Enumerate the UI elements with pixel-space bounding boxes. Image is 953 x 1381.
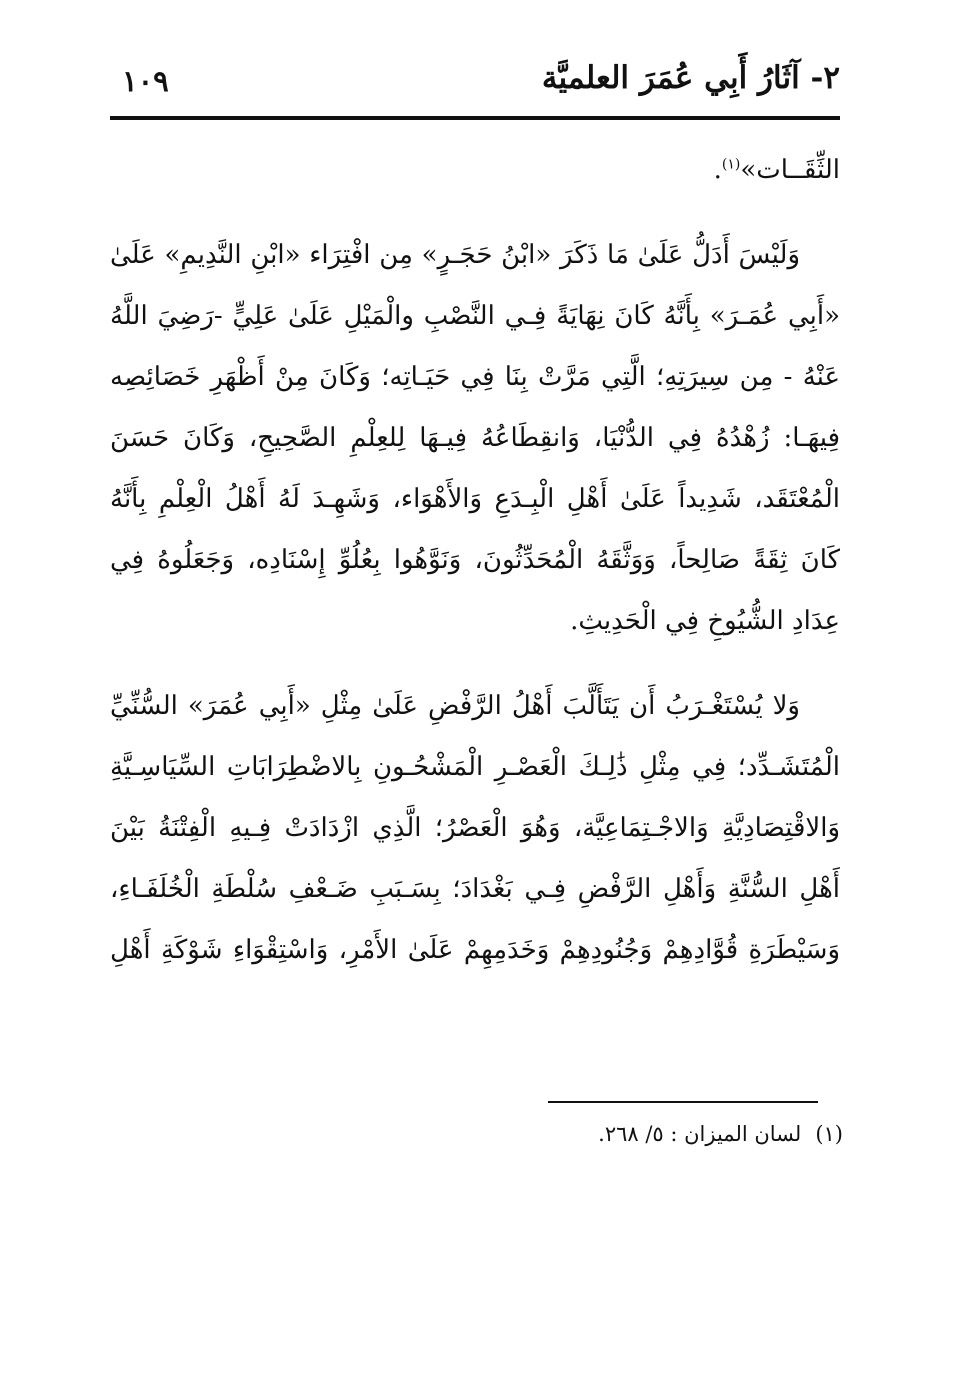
- paragraph-2: [110, 225, 840, 652]
- text-line: «أَبِي عُمَـرَ» بِأَنَّهُ كَانَ نِهَايَةً فِـي النَّصْبِ والْمَيْلِ عَلَىٰ عَلِيٍّ -رَضِيَ اللَّهُ: [110, 301, 840, 331]
- text-line: أَهْلِ السُّنَّةِ وَأَهْلِ الرَّفْضِ فِـي بَغْدَادَ؛ بِسَـبَبِ ضَـعْفِ سُلْطَةِ الْخُلَفَـاءِ،: [110, 874, 840, 904]
- text-line: وَلا يُسْتَغْـرَبُ أَن يَتَأَلَّبَ أَهْلُ الرَّفْضِ عَلَىٰ مِثْلِ «أَبِي عُمَرَ» السُّنِّيِّ: [110, 691, 800, 721]
- text-line: عَنْهُ - مِن سِيرَتِهِ؛ الَّتِي مَرَّتْ بِنَا فِي حَيَـاتِه؛ وَكَانَ مِنْ أَظْهَرِ خَصَائِصِه: [110, 362, 840, 392]
- paragraph-1: [110, 140, 840, 201]
- chapter-title: ٢- آثَارُ أَبِي عُمَرَ العلميَّة: [541, 60, 840, 96]
- text-line: الْمُعْتَقَد، شَدِيداً عَلَىٰ أَهْلِ الْبِـدَعِ وَالأَهْوَاء، وَشَهِـدَ لَهُ أَهْلُ الْعِلْمِ بِأَنَّهُ: [110, 484, 840, 514]
- page-number: ١٠٩: [122, 64, 169, 98]
- footnote-rule: [548, 1101, 818, 1103]
- text-line: الْمُتَشَـدِّد؛ فِي مِثْلِ ذَٰلِـكَ الْعَصْـرِ الْمَشْحُـونِ بِالاضْطِرَابَاتِ السِّيَاسِـيَّةِ: [110, 752, 840, 782]
- footnote: [598, 1122, 843, 1146]
- text-line: [110, 140, 840, 201]
- footnote-number: (١): [815, 1122, 843, 1146]
- line-text: الثِّقَــات»: [740, 155, 840, 185]
- paragraph-3: [110, 676, 840, 981]
- header-rule: [110, 116, 840, 120]
- text-line: كَانَ ثِقَةً صَالِحاً، وَوَثَّقَهُ الْمُحَدِّثُونَ، وَنَوَّهُوا بِعُلُوِّ إِسْنَادِه، وَجَعَلُوهُ فِي: [110, 545, 840, 575]
- text-line: وَلَيْسَ أَدَلُّ عَلَىٰ مَا ذَكَرَ «ابْنُ حَجَـرٍ» مِن افْتِرَاء «ابْنِ النَّدِيمِ» عَلَىٰ: [110, 240, 800, 270]
- text-line: وَسَيْطَرَةِ قُوَّادِهِمْ وَجُنُودِهِمْ وَخَدَمِهِمْ عَلَىٰ الأَمْرِ، وَاسْتِقْوَاءِ شَوْكَةِ أَهْلِ: [110, 935, 840, 965]
- text-line: وَالاقْتِصَادِيَّةِ وَالاجْـتِمَاعِيَّة، وَهُوَ الْعَصْرُ؛ الَّذِي ازْدَادَتْ فِـيهِ الْفِتْنَةُ بَيْنَ: [110, 813, 840, 843]
- text-line: فِيهَـا: زُهْدُهُ فِي الدُّنْيَا، وَانقِطَاعُهُ فِيـهَا لِلعِلْمِ الصَّحِيحِ، وَكَانَ حَسَنَ: [110, 423, 840, 453]
- text-line: عِدَادِ الشُّيُوخِ فِي الْحَدِيثِ.: [570, 606, 840, 636]
- body-text: [110, 140, 840, 1005]
- line-tail: .: [713, 155, 722, 185]
- footnote-text: لسان الميزان : ٥/ ٢٦٨.: [598, 1122, 802, 1146]
- footnote-reference: (١): [721, 156, 741, 173]
- running-head: [110, 58, 840, 108]
